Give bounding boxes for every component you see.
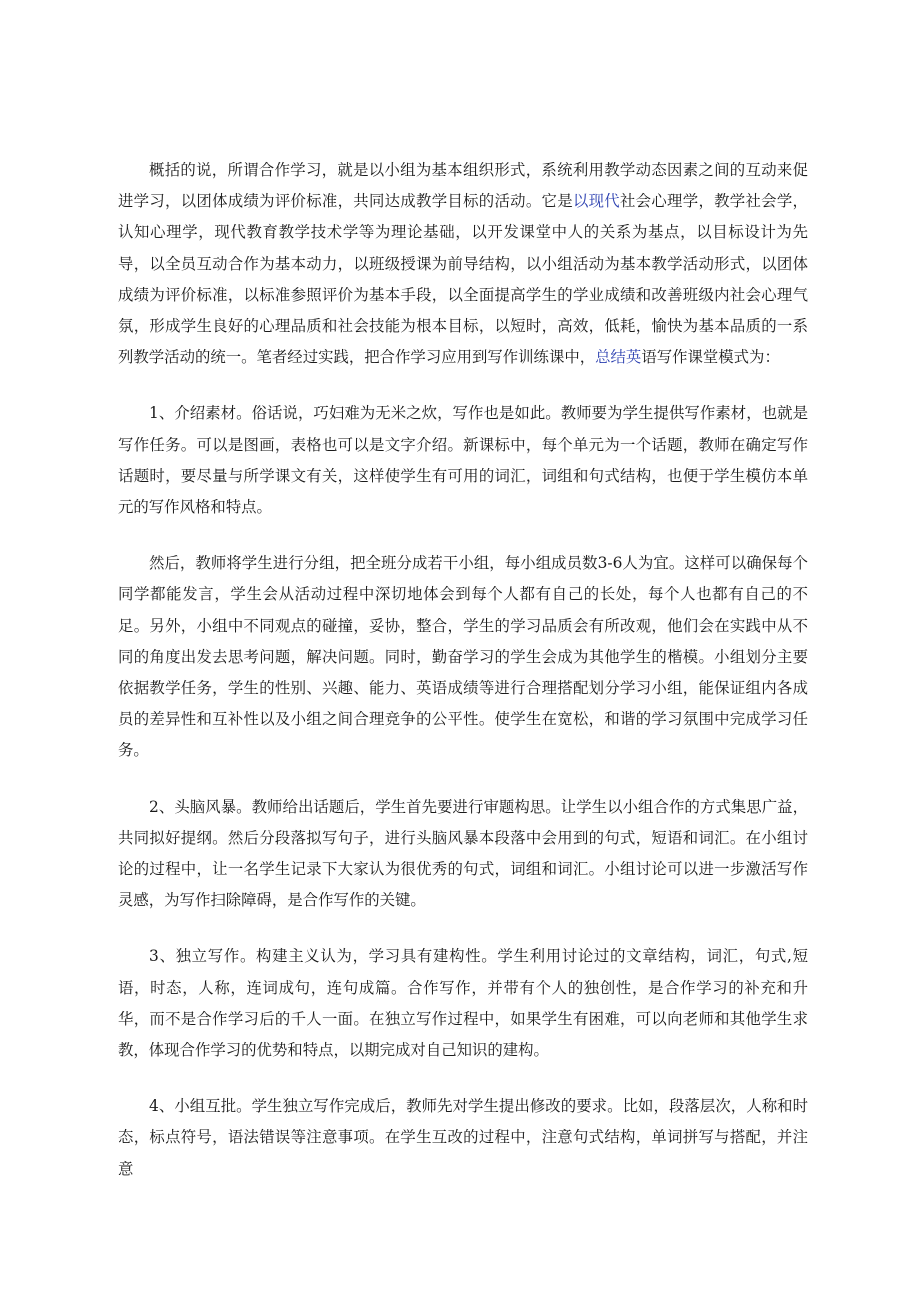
step3-text: 3、独立写作。构建主义认为，学习具有建构性。学生利用讨论过的文章结构，词汇，句式,短语，时态，人称，连词成句，连句成篇。合作写作，并带有个人的独创性，是合作学习的补充和升华，而不是合作学习后的千人一面。在独立写作过程中，如果学生有困难，可以向老师和其他学生求教，体现合作学习的优势和特点，以期完成对自己知识的建构。	[118, 947, 808, 1060]
intro-text-4: 语写作课堂模式为：	[641, 348, 780, 367]
paragraph-step3	[118, 941, 808, 1066]
paragraph-intro	[118, 155, 808, 373]
link-summary-english[interactable]: 总结英	[595, 348, 642, 367]
intro-text-3: ，教学社会学，认知心理学，现代教育教学技术学等为理论基础，以开发课堂中人的关系为基点，以目标设计为先导，以全员互动合作为基本动力，以班级授课为前导结构，以小组活动为基本教学活动形式，以团体成绩为评价标准，以标准参照评价为基本手段，以全面提高学生的学业成绩和改善班级内社会心理气氛，形成学生良好的心理品质和社会技能为根本目标，以短时，高效，低耗，愉快为基本品质的一系列教学活动的统一。笔者经过实践，把合作学习应用到写作训练课中，	[118, 192, 808, 367]
link-modern[interactable]: 以现代	[572, 192, 620, 211]
intro-text-1: 概括的说，所谓合作学习，就是以小组为基本组织形式，系统利用教学动态因素之间的互动来促进学习，以团体成绩为评价标准，共同达成教学目标的活动。它是	[118, 161, 808, 211]
paragraph-grouping	[118, 548, 808, 766]
intro-text-2: 社会心理学	[620, 192, 699, 211]
paragraph-step4	[118, 1091, 808, 1185]
step2-text: 2、头脑风暴。教师给出话题后，学生首先要进行审题构思。让学生以小组合作的方式集思广益，共同拟好提纲。然后分段落拟写句子，进行头脑风暴本段落中会用到的句式，短语和词汇。在小组讨论的过程中，让一名学生记录下大家认为很优秀的句式，词组和词汇。小组讨论可以进一步激活写作灵感，为写作扫除障碍，是合作写作的关键。	[118, 797, 808, 910]
document-body	[118, 155, 808, 1185]
grouping-text: 然后，教师将学生进行分组，把全班分成若干小组，每小组成员数3-6人为宜。这样可以确保每个同学都能发言，学生会从活动过程中深切地体会到每个人都有自己的长处，每个人也都有自己的不足。另外，小组中不同观点的碰撞，妥协，整合，学生的学习品质会有所改观，他们会在实践中从不同的角度出发去思考问题，解决问题。同时，勤奋学习的学生会成为其他学生的楷模。小组划分主要依据教学任务，学生的性别、兴趣、能力、英语成绩等进行合理搭配划分学习小组，能保证组内各成员的差异性和互补性以及小组之间合理竞争的公平性。使学生在宽松，和谐的学习氛围中完成学习任务。	[118, 554, 808, 760]
step4-text: 4、小组互批。学生独立写作完成后，教师先对学生提出修改的要求。比如，段落层次，人称和时态，标点符号，语法错误等注意事项。在学生互改的过程中，注意句式结构，单词拼写与搭配，并注意	[118, 1097, 808, 1178]
step1-text: 1、介绍素材。俗话说，巧妇难为无米之炊，写作也是如此。教师要为学生提供写作素材，也就是写作任务。可以是图画，表格也可以是文字介绍。新课标中，每个单元为一个话题，教师在确定写作话题时，要尽量与所学课文有关，这样使学生有可用的词汇，词组和句式结构，也便于学生模仿本单元的写作风格和特点。	[118, 404, 808, 517]
paragraph-step1	[118, 398, 808, 523]
paragraph-step2	[118, 792, 808, 917]
